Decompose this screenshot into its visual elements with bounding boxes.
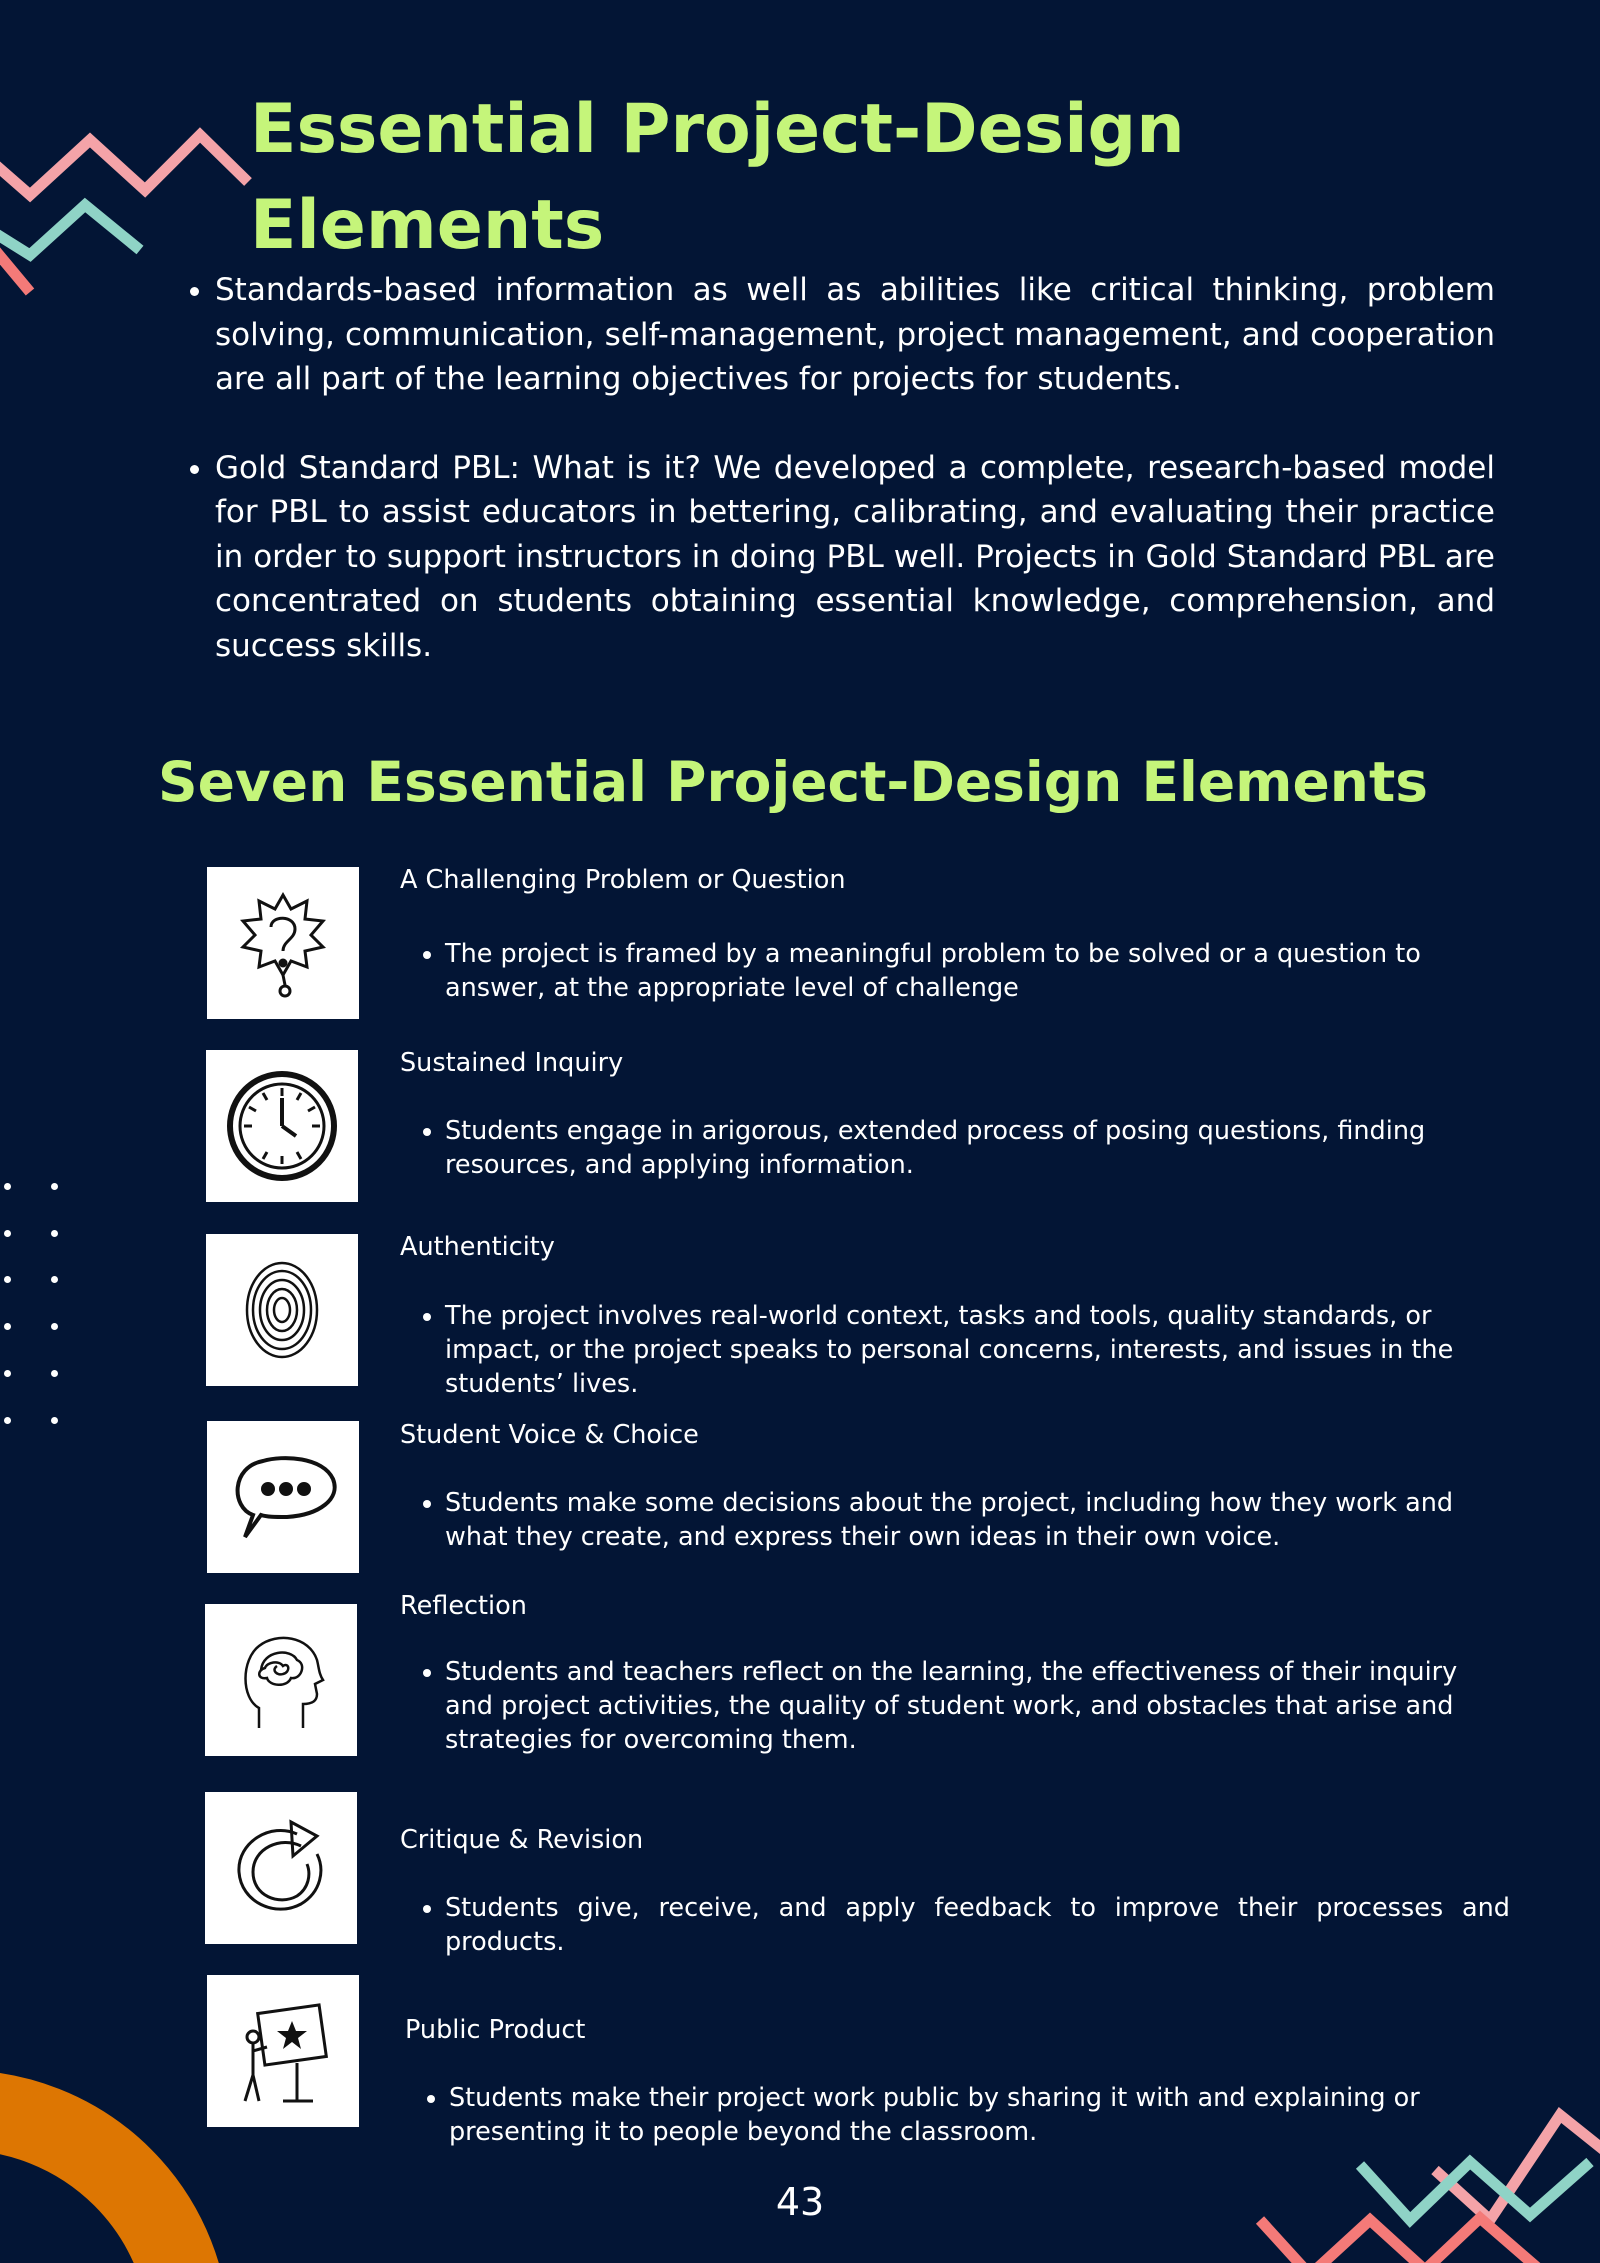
element-title: Reflection bbox=[400, 1591, 527, 1621]
speech-bubble-icon bbox=[223, 1437, 343, 1557]
fingerprint-icon bbox=[222, 1250, 342, 1370]
element-description-text: • Students engage in arigorous, extended process of posing questions, finding resources, and applying information. bbox=[445, 1114, 1510, 1182]
question-burst-icon bbox=[223, 883, 343, 1003]
element-description bbox=[401, 1299, 1510, 1401]
element-icon-box bbox=[207, 1421, 359, 1573]
presenter-board-icon bbox=[223, 1991, 343, 2111]
thinking-head-icon bbox=[221, 1620, 341, 1740]
element-description-text: • Students and teachers reflect on the learning, the effectiveness of their inquiry and project activities, the quality of student work, and obstacles that arise and strategies for overcoming them. bbox=[445, 1655, 1510, 1757]
element-description-text: • The project involves real-world context, tasks and tools, quality standards, or impact, or the project speaks to personal concerns, interests, and issues in the students’ lives. bbox=[445, 1299, 1510, 1401]
intro-bullet: • Gold Standard PBL: What is it? We developed a complete, research-based model for PBL to assist educators in bettering, calibrating, and evaluating their practice in order to support instructors in doing PBL well. Projects in Gold Standard PBL are concentrated on students obtaining essential knowledge, comprehension, and success skills. bbox=[215, 446, 1495, 669]
element-icon-box bbox=[207, 1975, 359, 2127]
element-title: Critique & Revision bbox=[400, 1825, 644, 1855]
element-title: Sustained Inquiry bbox=[400, 1048, 624, 1078]
element-title: Student Voice & Choice bbox=[400, 1420, 699, 1450]
element-description bbox=[401, 1891, 1510, 1959]
element-description-text: • Students make their project work public by sharing it with and explaining or presenting it to people beyond the classroom. bbox=[449, 2081, 1514, 2149]
element-title: Authenticity bbox=[400, 1232, 555, 1262]
element-description-text: • Students make some decisions about the project, including how they work and what they create, and express their own ideas in their own voice. bbox=[445, 1486, 1510, 1554]
element-description bbox=[401, 937, 1510, 1005]
section-title: Seven Essential Project-Design Elements bbox=[158, 750, 1428, 814]
element-description-text: • The project is framed by a meaningful problem to be solved or a question to answer, at the appropriate level of challenge bbox=[445, 937, 1510, 1005]
page-number: 43 bbox=[775, 2180, 825, 2224]
element-title: A Challenging Problem or Question bbox=[400, 865, 846, 895]
element-title: Public Product bbox=[405, 2015, 586, 2045]
refresh-arrow-icon bbox=[221, 1808, 341, 1928]
element-icon-box bbox=[206, 1234, 358, 1386]
element-description bbox=[401, 1486, 1510, 1554]
element-description bbox=[405, 2081, 1514, 2149]
element-description bbox=[401, 1655, 1510, 1757]
page-title: Essential Project-Design Elements bbox=[250, 90, 1185, 265]
element-icon-box bbox=[206, 1050, 358, 1202]
intro-bullet-list bbox=[160, 268, 1495, 712]
element-description bbox=[401, 1114, 1510, 1182]
element-icon-box bbox=[205, 1604, 357, 1756]
clock-icon bbox=[222, 1066, 342, 1186]
element-description-text: • Students give, receive, and apply feedback to improve their processes and products. bbox=[445, 1891, 1510, 1959]
element-icon-box bbox=[205, 1792, 357, 1944]
element-icon-box bbox=[207, 867, 359, 1019]
intro-bullet: • Standards-based information as well as abilities like critical thinking, problem solving, communication, self-management, project management, and cooperation are all part of the learning objectives for projects for students. bbox=[215, 268, 1495, 402]
